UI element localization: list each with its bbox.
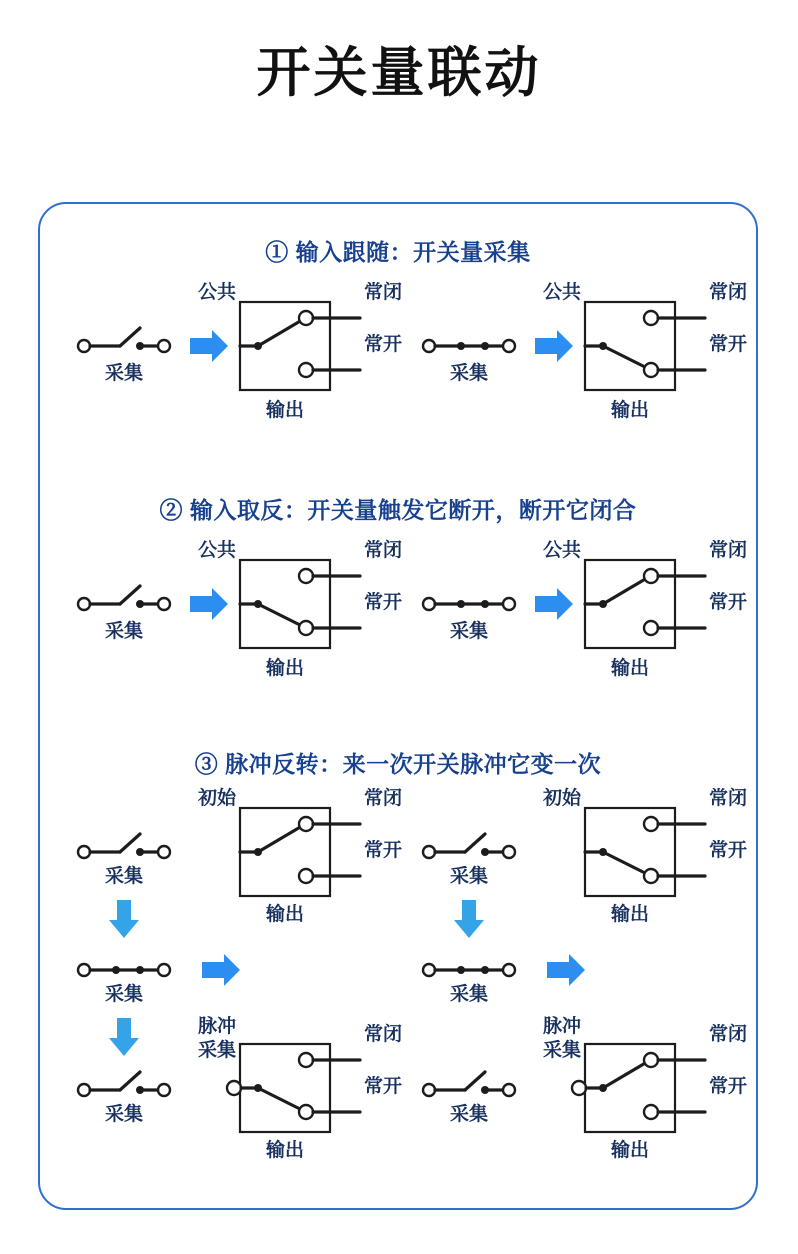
diagram-3-row2-right xyxy=(423,954,585,1005)
section-3-heading: ③ 脉冲反转：来一次开关脉冲它变一次 xyxy=(194,751,602,777)
collect-pivot-dot xyxy=(136,1086,144,1094)
collect-dot-a xyxy=(457,966,465,974)
no-label: 常开 xyxy=(709,1076,748,1097)
relay-pivot-dot xyxy=(254,342,262,350)
output-label: 输出 xyxy=(610,1140,650,1161)
initial-label: 初始 xyxy=(542,788,581,809)
common-label: 公共 xyxy=(542,540,581,561)
output-label: 输出 xyxy=(610,904,650,925)
relay-blade xyxy=(603,852,647,874)
collect-label: 采集 xyxy=(449,621,489,642)
no-label: 常开 xyxy=(709,592,748,613)
common-label: 公共 xyxy=(197,282,236,303)
collect-terminal-right xyxy=(503,964,515,976)
collect-dot-a xyxy=(112,966,120,974)
diagram-2-left xyxy=(78,538,402,679)
content-panel xyxy=(38,202,758,1210)
flow-arrow-icon xyxy=(547,954,585,986)
section-1-heading: ① 输入跟随：开关量采集 xyxy=(265,239,531,265)
collect-terminal-right xyxy=(158,964,170,976)
collect-label: 采集 xyxy=(104,866,144,887)
relay-blade xyxy=(258,826,302,852)
collect-terminal-left xyxy=(78,1084,90,1096)
relay-pivot-dot xyxy=(599,600,607,608)
collect-label: 采集 xyxy=(449,363,489,384)
flow-arrow-icon xyxy=(535,330,573,362)
no-contact xyxy=(299,869,313,883)
pulse-label-line2: 采集 xyxy=(542,1040,581,1061)
output-label: 输出 xyxy=(265,1140,305,1161)
section-2-diagrams xyxy=(40,534,760,714)
collect-pivot-dot xyxy=(136,600,144,608)
relay-blade xyxy=(603,578,647,604)
nc-label: 常闭 xyxy=(709,788,748,809)
no-contact xyxy=(299,363,313,377)
no-contact xyxy=(299,621,313,635)
collect-switch-blade xyxy=(465,834,485,852)
nc-label: 常闭 xyxy=(364,1024,403,1045)
page-title: 开关量联动 xyxy=(256,43,542,103)
common-terminal xyxy=(572,1081,586,1095)
collect-terminal-right xyxy=(158,846,170,858)
collect-terminal-right xyxy=(503,1084,515,1096)
collect-dot-b xyxy=(481,342,489,350)
nc-label: 常闭 xyxy=(364,788,403,809)
no-label: 常开 xyxy=(364,840,403,861)
nc-contact xyxy=(644,569,658,583)
diagram-2-right xyxy=(423,538,747,679)
no-label: 常开 xyxy=(709,840,748,861)
collect-label: 采集 xyxy=(104,1104,144,1125)
nc-label: 常闭 xyxy=(364,282,403,303)
collect-terminal-left xyxy=(423,1084,435,1096)
initial-label: 初始 xyxy=(197,788,236,809)
output-label: 输出 xyxy=(265,904,305,925)
output-label: 输出 xyxy=(265,658,305,679)
collect-terminal-right xyxy=(503,598,515,610)
collect-pivot-dot xyxy=(481,1086,489,1094)
collect-terminal-left xyxy=(78,340,90,352)
collect-switch-blade xyxy=(120,328,140,346)
diagram-3-row1-left xyxy=(78,786,402,938)
relay-pivot-dot xyxy=(599,848,607,856)
common-label: 公共 xyxy=(197,540,236,561)
flow-arrow-icon xyxy=(190,588,228,620)
collect-switch-blade xyxy=(465,1072,485,1090)
no-label: 常开 xyxy=(364,1076,403,1097)
nc-contact xyxy=(644,311,658,325)
no-label: 常开 xyxy=(709,334,748,355)
collect-dot-b xyxy=(136,966,144,974)
no-contact xyxy=(644,363,658,377)
relay-blade xyxy=(258,1088,302,1110)
nc-label: 常闭 xyxy=(709,540,748,561)
collect-terminal-right xyxy=(503,846,515,858)
no-label: 常开 xyxy=(364,334,403,355)
collect-dot-b xyxy=(481,600,489,608)
output-label: 输出 xyxy=(610,658,650,679)
collect-dot-a xyxy=(457,342,465,350)
flow-arrow-icon xyxy=(190,330,228,362)
nc-contact xyxy=(644,817,658,831)
output-label: 输出 xyxy=(265,400,305,421)
relay-pivot-dot xyxy=(254,1084,262,1092)
collect-label: 采集 xyxy=(104,363,144,384)
collect-dot-b xyxy=(481,966,489,974)
collect-terminal-right xyxy=(158,1084,170,1096)
collect-label: 采集 xyxy=(104,984,144,1005)
pulse-label-line1: 脉冲 xyxy=(197,1016,236,1037)
diagram-1-right xyxy=(423,280,747,421)
collect-terminal-left xyxy=(78,598,90,610)
diagram-1-left xyxy=(78,280,402,421)
no-contact xyxy=(644,869,658,883)
relay-blade xyxy=(258,320,302,346)
relay-pivot-dot xyxy=(599,1084,607,1092)
nc-label: 常闭 xyxy=(709,1024,748,1045)
relay-pivot-dot xyxy=(254,600,262,608)
no-contact xyxy=(644,621,658,635)
collect-label: 采集 xyxy=(104,621,144,642)
relay-blade xyxy=(603,346,647,368)
relay-blade xyxy=(258,604,302,626)
collect-terminal-right xyxy=(158,340,170,352)
collect-label: 采集 xyxy=(449,1104,489,1125)
down-arrow-icon xyxy=(109,1018,139,1056)
section-1-diagrams xyxy=(40,276,760,456)
collect-switch-blade xyxy=(120,586,140,604)
down-arrow-icon xyxy=(109,900,139,938)
down-arrow-icon xyxy=(454,900,484,938)
section-2-heading: ② 输入取反：开关量触发它断开，断开它闭合 xyxy=(159,497,637,523)
nc-label: 常闭 xyxy=(709,282,748,303)
nc-contact xyxy=(299,817,313,831)
collect-terminal-left xyxy=(423,846,435,858)
relay-pivot-dot xyxy=(254,848,262,856)
collect-pivot-dot xyxy=(136,342,144,350)
nc-contact xyxy=(299,569,313,583)
common-terminal xyxy=(227,1081,241,1095)
collect-switch-blade xyxy=(120,834,140,852)
relay-blade xyxy=(603,1062,647,1088)
no-contact xyxy=(299,1105,313,1119)
pulse-label-line1: 脉冲 xyxy=(542,1016,581,1037)
collect-pivot-dot xyxy=(481,848,489,856)
collect-label: 采集 xyxy=(449,984,489,1005)
collect-terminal-left xyxy=(423,964,435,976)
collect-pivot-dot xyxy=(136,848,144,856)
collect-terminal-right xyxy=(158,598,170,610)
output-label: 输出 xyxy=(610,400,650,421)
collect-terminal-left xyxy=(78,846,90,858)
nc-label: 常闭 xyxy=(364,540,403,561)
section-3-diagrams xyxy=(40,782,760,1202)
flow-arrow-icon xyxy=(535,588,573,620)
nc-contact xyxy=(644,1053,658,1067)
nc-contact xyxy=(299,1053,313,1067)
relay-pivot-dot xyxy=(599,342,607,350)
no-contact xyxy=(644,1105,658,1119)
no-label: 常开 xyxy=(364,592,403,613)
collect-switch-blade xyxy=(120,1072,140,1090)
diagram-3-row3-right xyxy=(423,1014,747,1161)
pulse-label-line2: 采集 xyxy=(197,1040,236,1061)
collect-terminal-left xyxy=(423,598,435,610)
common-label: 公共 xyxy=(542,282,581,303)
collect-label: 采集 xyxy=(449,866,489,887)
diagram-3-row1-right xyxy=(423,786,747,938)
nc-contact xyxy=(299,311,313,325)
collect-terminal-right xyxy=(503,340,515,352)
collect-terminal-left xyxy=(78,964,90,976)
collect-terminal-left xyxy=(423,340,435,352)
collect-dot-a xyxy=(457,600,465,608)
flow-arrow-icon xyxy=(202,954,240,986)
